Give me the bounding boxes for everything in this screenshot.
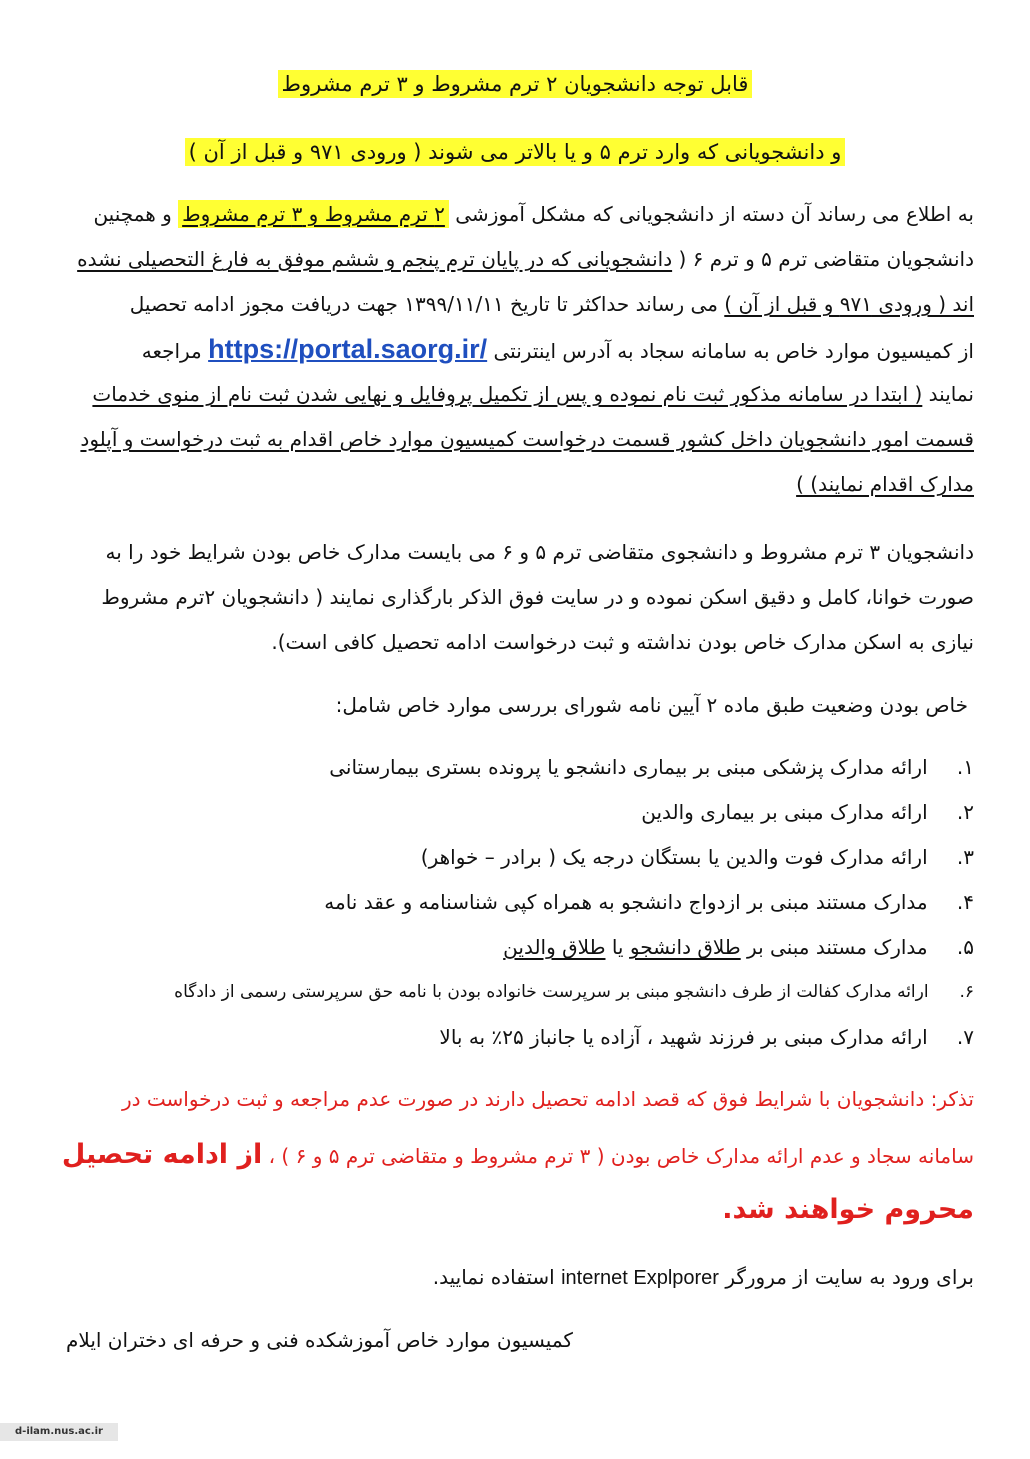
list-item [54,1015,974,1060]
heading-highlight-1: قابل توجه دانشجویان ۲ ترم مشروط و ۳ ترم مشروط [278,70,753,98]
list-number: ۶. [959,982,974,1002]
warning-line-2 [54,1127,974,1182]
list-item-text: ارائه مدارک کفالت از طرف دانشجو مبنی بر سرپرست خانواده بودن با نامه حق سرپرستی رسمی از دادگاه [174,982,929,1002]
list-number: ۱. [956,755,974,779]
list-item-text: ارائه مدارک فوت والدین یا بستگان درجه یک ( برادر – خواهر) [420,845,928,869]
portal-link[interactable]: https://portal.saorg.ir/ [208,334,488,364]
list-number: ۳. [956,845,974,869]
list-item-text: ارائه مدارک مبنی بر بیماری والدین [641,800,928,824]
heading-highlight-2: و دانشجویانی که وارد ترم ۵ و یا بالاتر می شوند ( ورودی ۹۷۱ و قبل از آن ) [185,138,846,166]
list-item-underlined: طلاق دانشجو [629,935,741,959]
list-number: ۲. [956,800,974,824]
intro-line-7 [54,462,974,507]
intro-line-2 [54,237,974,282]
list-item-underlined: طلاق والدین [503,935,606,959]
browser-note-text: برای ورود به سایت از مرورگر [718,1265,974,1289]
warning-line-1: تذکر: دانشجویان با شرایط فوق که قصد ادامه تحصیل دارند در صورت عدم مراجعه و ثبت درخواست در [121,1087,974,1111]
conditions-list [54,745,974,1060]
intro-underlined-text: مدارک اقدام نمایند) ) [796,472,974,496]
list-item [54,880,974,925]
intro-text: نمایند [922,382,974,406]
heading-line-1 [0,72,1030,96]
list-item-text: مدارک مستند مبنی بر [740,935,928,959]
conditions-intro-text: خاص بودن وضعیت طبق ماده ۲ آیین نامه شورای بررسی موارد خاص شامل: [335,693,968,717]
list-item-text: یا [605,935,630,959]
list-number: ۵. [956,935,974,959]
list-item [54,745,974,790]
warning-line-3: محروم خواهند شد. [722,1194,974,1225]
browser-note [54,1255,974,1300]
intro-text: و همچنین [93,202,179,226]
signature: کمیسیون موارد خاص آموزشکده فنی و حرفه ای دختران ایلام [66,1328,573,1352]
list-number: ۴. [956,890,974,914]
scan-note-line-3: نیازی به اسکن مدارک خاص بودن نداشته و ثبت درخواست ادامه تحصیل کافی است). [271,630,974,654]
warning-bold-text: از ادامه تحصیل [61,1139,263,1170]
intro-line-1 [54,192,974,237]
list-item [54,925,974,970]
site-watermark: d-ilam.nus.ac.ir [0,1423,118,1441]
list-number: ۷. [956,1025,974,1049]
list-item [54,970,974,1015]
warning-text: سامانه سجاد و عدم ارائه مدارک خاص بودن ( ۳ ترم مشروط و متقاضی ترم ۵ و ۶ ) ، [262,1144,974,1168]
intro-highlight: ۲ ترم مشروط و ۳ ترم مشروط [178,200,449,228]
intro-text: به اطلاع می رساند آن دسته از دانشجویانی که مشکل آموزشی [448,202,974,226]
intro-text: مراجعه [141,339,209,363]
intro-line-6 [54,417,974,462]
warning-block [54,1072,974,1237]
intro-underlined-text: قسمت امور دانشجویان داخل کشور قسمت درخواست کمیسیون موارد خاص اقدام به ثبت درخواست و آپلود [80,427,974,451]
intro-text: می رساند حداکثر تا تاریخ ۱۳۹۹/۱۱/۱۱ جهت دریافت مجوز ادامه تحصیل [129,292,725,316]
intro-paragraph [54,192,974,507]
browser-note-text: استفاده نمایید. [432,1265,562,1289]
intro-line-3 [54,282,974,327]
intro-text: از کمیسیون موارد خاص به سامانه سجاد به آدرس اینترنتی [487,339,974,363]
list-item-text: ارائه مدارک پزشکی مبنی بر بیماری دانشجو یا پرونده بستری بیمارستانی [329,755,928,779]
browser-note-line [54,1255,974,1300]
intro-text: دانشجویان متقاضی ترم ۵ و ترم ۶ ( [672,247,974,271]
browser-name: internet Explporer [561,1267,719,1289]
heading-line-2 [0,140,1030,164]
intro-underlined-text: ( ابتدا در سامانه مذکور ثبت نام نموده و پس از تکمیل پروفایل و نهایی شدن ثبت نام از منوی خدمات [92,382,923,406]
scan-note-paragraph [54,530,974,665]
intro-underlined-text: اند ( ورودی ۹۷۱ و قبل از آن ) [724,292,974,316]
intro-underlined-text: دانشجویانی که در پایان ترم پنجم و ششم موفق به فارغ التحصیلی نشده [77,247,673,271]
list-item-text: مدارک مستند مبنی بر ازدواج دانشجو به همراه کپی شناسنامه و عقد نامه [324,890,928,914]
intro-line-4 [54,327,974,372]
list-item [54,790,974,835]
scan-note-line-1: دانشجویان ۳ ترم مشروط و دانشجوی متقاضی ترم ۵ و ۶ می بایست مدارک خاص بودن شرایط خود را به [105,540,974,564]
scan-note-line-2: صورت خوانا، کامل و دقیق اسکن نموده و در سایت فوق الذکر بارگذاری نمایند ( دانشجویان ۲ترم مشروط [101,585,974,609]
list-item [54,835,974,880]
conditions-intro [48,683,968,728]
intro-line-5 [54,372,974,417]
list-item-text: ارائه مدارک مبنی بر فرزند شهید ، آزاده یا جانباز ۲۵٪ به بالا [439,1025,928,1049]
